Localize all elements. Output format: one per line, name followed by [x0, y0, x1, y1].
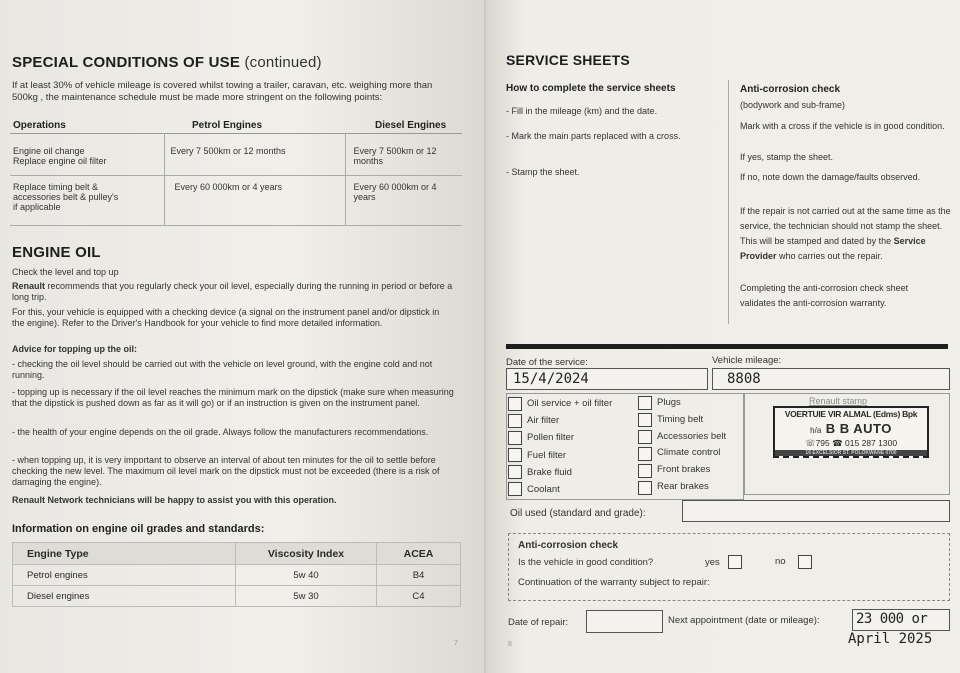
special-conditions-title [12, 54, 322, 71]
service-date-label: Date of the service: [506, 357, 588, 368]
checkbox-fuel-filter[interactable] [508, 448, 522, 462]
checkbox-coolant[interactable] [508, 482, 522, 496]
item-pollen-filter: Pollen filter [527, 432, 574, 443]
anti-line-4 [740, 204, 952, 264]
item-air-filter: Air filter [527, 415, 560, 426]
table-row [13, 565, 461, 586]
ops-row1-petrol: Every 7 500km or 12 months [164, 134, 345, 176]
yes-label: yes [705, 557, 720, 568]
checkbox-front-brakes[interactable] [638, 464, 652, 478]
operations-table [10, 118, 462, 226]
network-text: Renault Network technicians will be happy to assist you with this operation. [12, 495, 337, 505]
right-page-number: 8 [508, 641, 512, 648]
ops-row1-op: Engine oil change Replace engine oil filter [13, 146, 107, 166]
stamp-address: 16 EXCELSIOR ST. POLOKWANE 0700 [775, 450, 927, 456]
next-appointment-field[interactable] [852, 609, 950, 631]
checkbox-timing-belt[interactable] [638, 413, 652, 427]
grades-row2-type: Diesel engines [13, 586, 236, 607]
oil-grades-table [12, 542, 461, 607]
item-climate-control: Climate control [657, 447, 721, 458]
advice-item-1: - checking the oil level should be carried out with the vehicle on level ground, with the engine cold and not running. [12, 359, 433, 380]
good-condition-question: Is the vehicle in good condition? [518, 557, 654, 568]
advice-title: Advice for topping up the oil: [12, 344, 137, 354]
item-fuel-filter: Fuel filter [527, 450, 567, 461]
checkbox-plugs[interactable] [638, 396, 652, 410]
anti-corrosion-title: Anti-corrosion check [740, 84, 841, 95]
item-coolant: Coolant [527, 484, 560, 495]
ops-row1-diesel: Every 7 500km or 12 months [353, 146, 437, 166]
grades-row1-visc: 5w 40 [236, 565, 377, 586]
next-appointment-label: Next appointment (date or mileage): [668, 615, 820, 626]
oil-used-label: Oil used (standard and grade): [510, 508, 646, 519]
form-top-rule [506, 344, 948, 349]
anti-line-4-body: If the repair is not carried out at the same time as the service, the technician should not stamp the sheet. This will be stamped and dated by the [740, 206, 951, 246]
grades-header-type: Engine Type [13, 543, 236, 565]
right-page [486, 0, 960, 673]
advice-item-4: - when topping up, it is very important to observe an interval of about ten minutes for the oil to settle before checking the new level. The maximum oil level mark on the dipstick must not be exceeded (there is a risk of damaging the engine). [12, 455, 440, 487]
table-row [10, 134, 462, 176]
stamp-ha: h/a [810, 426, 822, 435]
grades-header-acea: ACEA [377, 543, 461, 565]
grades-row2-visc: 5w 30 [236, 586, 377, 607]
advice-item-3: - the health of your engine depends on the oil grade. Always follow the manufacturers recommendations. [12, 427, 429, 437]
device-text: For this, your vehicle is equipped with a checking device (a signal on the instrument panel and/or dipstick in the engine). Refer to the Driver's Handbook for your vehicle to find more detailed information. [12, 307, 440, 328]
item-plugs: Plugs [657, 397, 681, 408]
dealer-stamp [773, 406, 929, 458]
item-brake-fluid: Brake fluid [527, 467, 572, 478]
checkbox-air-filter[interactable] [508, 414, 522, 428]
ops-header-diesel: Diesel Engines [375, 120, 447, 131]
how-step-2: - Mark the main parts replaced with a cross. [506, 131, 681, 141]
how-title: How to complete the service sheets [506, 83, 676, 94]
anti-box-title: Anti-corrosion check [518, 540, 619, 551]
grades-header-viscosity: Viscosity Index [236, 543, 377, 565]
continuation-label: Continuation of the warranty subject to repair: [518, 577, 710, 588]
ops-header-operations: Operations [13, 120, 66, 131]
item-timing-belt: Timing belt [657, 414, 704, 425]
checkbox-accessories-belt[interactable] [638, 430, 652, 444]
item-accessories-belt: Accessories belt [657, 431, 727, 442]
repair-date-label: Date of repair: [508, 617, 569, 628]
table-row [10, 176, 462, 226]
special-title-suffix: (continued) [244, 54, 322, 71]
table-row [13, 586, 461, 607]
checkbox-yes[interactable] [728, 555, 742, 569]
grades-title: Information on engine oil grades and standards: [12, 523, 265, 535]
grades-row1-acea: B4 [377, 565, 461, 586]
grades-row2-acea: C4 [377, 586, 461, 607]
repair-date-field[interactable] [586, 610, 663, 633]
item-front-brakes: Front brakes [657, 464, 711, 475]
recommend-body: recommends that you regularly check your oil level, especially during the running in period or before a long trip. [12, 281, 453, 302]
item-oil-service: Oil service + oil filter [527, 398, 613, 409]
checkbox-climate-control[interactable] [638, 447, 652, 461]
column-divider [728, 80, 729, 324]
how-step-1: - Fill in the mileage (km) and the date. [506, 106, 658, 116]
grades-row1-type: Petrol engines [13, 565, 236, 586]
checkbox-rear-brakes[interactable] [638, 481, 652, 495]
stamp-line2 [775, 420, 927, 438]
stamp-line1: VOERTUIE VIR ALMAL (Edms) Bpk [784, 409, 918, 419]
service-provider-text: Service Provider [740, 236, 926, 261]
mileage-field[interactable] [712, 368, 950, 390]
oil-used-field[interactable] [682, 500, 950, 522]
service-sheets-title: SERVICE SHEETS [506, 52, 630, 68]
special-intro: If at least 30% of vehicle mileage is covered whilst towing a trailer, caravan, etc. weighing more than 500kg , the maintenance schedule must be made more stringent on the following points: [12, 80, 433, 103]
mileage-value: 8808 [727, 371, 761, 387]
anti-line-3: If no, note down the damage/faults observed. [740, 172, 921, 182]
service-date-value: 15/4/2024 [513, 371, 589, 387]
mileage-label: Vehicle mileage: [712, 355, 782, 366]
next-appointment-value: 23 000 or [856, 611, 928, 627]
brand-name: Renault [12, 281, 46, 291]
anti-line-1: Mark with a cross if the vehicle is in good condition. [740, 121, 945, 131]
item-rear-brakes: Rear brakes [657, 481, 709, 492]
how-step-3: - Stamp the sheet. [506, 167, 580, 177]
anti-corrosion-sub: (bodywork and sub-frame) [740, 100, 846, 110]
ops-header-petrol: Petrol Engines [192, 120, 263, 131]
anti-line-5: Completing the anti-corrosion check sheet validates the anti-corrosion warranty. [740, 283, 909, 308]
stamp-phone: ☏795 ☎ 015 287 1300 [804, 438, 898, 448]
stamp-label: Renault stamp [809, 396, 868, 406]
advice-item-2: - topping up is necessary if the oil level reaches the minimum mark on the dipstick (make sure when measuring that the dipstick is pushed down as far as it will go) or if an instruction is given on the instrument panel. [12, 387, 454, 408]
anti-line-4-tail: who carries out the repair. [776, 251, 883, 261]
checkbox-pollen-filter[interactable] [508, 431, 522, 445]
check-level-text: Check the level and top up [12, 267, 119, 277]
renault-stamp-area [744, 393, 950, 495]
stamp-name: B B AUTO [825, 421, 892, 436]
engine-oil-title: ENGINE OIL [12, 244, 101, 261]
checkbox-no[interactable] [798, 555, 812, 569]
checkbox-oil-service[interactable] [508, 397, 522, 411]
no-label: no [775, 556, 786, 567]
ops-row2-diesel: Every 60 000km or 4 years [353, 182, 437, 202]
anti-line-2: If yes, stamp the sheet. [740, 152, 834, 162]
special-title-text: SPECIAL CONDITIONS OF USE [12, 54, 241, 71]
recommend-text [12, 281, 458, 303]
checkbox-brake-fluid[interactable] [508, 465, 522, 479]
ops-row2-petrol: Every 60 000km or 4 years [164, 176, 345, 226]
ops-row2-op: Replace timing belt & accessories belt & pulley's if applicable [13, 182, 119, 212]
service-date-field[interactable] [506, 368, 708, 390]
left-page-number: 7 [454, 640, 458, 647]
next-appointment-value-2: April 2025 [848, 631, 933, 647]
